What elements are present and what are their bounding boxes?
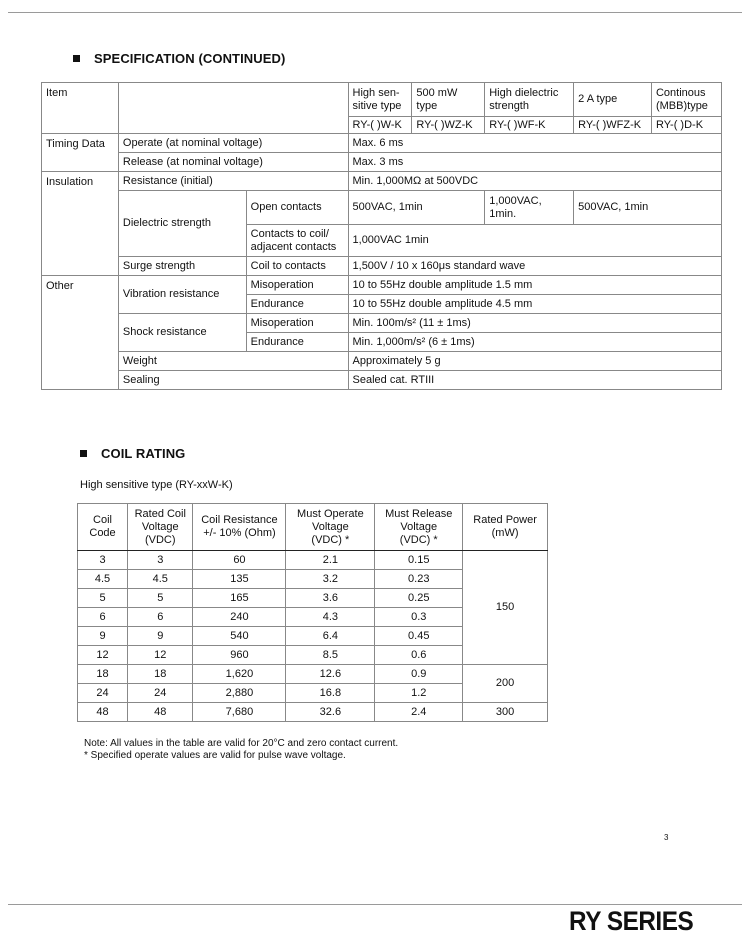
- row-value: 500VAC, 1min: [574, 191, 722, 225]
- row-label: Weight: [118, 352, 348, 371]
- row-sublabel: Open contacts: [246, 191, 348, 225]
- row-sublabel: Misoperation: [246, 276, 348, 295]
- header-row: [42, 83, 722, 117]
- row-label: Surge strength: [118, 257, 246, 276]
- type-header: Continous (MBB)type: [651, 83, 721, 117]
- type-header: 500 mW type: [412, 83, 485, 117]
- table-row: [42, 172, 722, 191]
- cell: 6: [128, 608, 193, 627]
- cell: 16.8: [286, 684, 375, 703]
- bottom-rule: [8, 904, 742, 905]
- group-label: Insulation: [42, 172, 119, 276]
- cell: 1.2: [375, 684, 463, 703]
- row-sublabel: Coil to contacts: [246, 257, 348, 276]
- cell: 3: [78, 551, 128, 570]
- cell: 0.25: [375, 589, 463, 608]
- cell: 18: [128, 665, 193, 684]
- square-bullet-icon: [73, 55, 80, 62]
- coil-subtitle: High sensitive type (RY-xxW-K): [80, 479, 233, 491]
- column-header: Rated Power (mW): [463, 504, 548, 551]
- cell: 5: [78, 589, 128, 608]
- cell: 135: [193, 570, 286, 589]
- table-row: [42, 314, 722, 333]
- table-row: [78, 665, 548, 684]
- cell: 48: [78, 703, 128, 722]
- type-header: 2 A type: [574, 83, 652, 117]
- cell: 3: [128, 551, 193, 570]
- table-row: [78, 551, 548, 570]
- coil-rating-table: [77, 503, 548, 722]
- row-sublabel: Misoperation: [246, 314, 348, 333]
- table-row: [42, 371, 722, 390]
- rated-power-cell: 200: [463, 665, 548, 703]
- note-line: Note: All values in the table are valid for 20°C and zero contact current.: [84, 738, 399, 749]
- cell: 3.6: [286, 589, 375, 608]
- cell: 0.23: [375, 570, 463, 589]
- cell: 18: [78, 665, 128, 684]
- row-label: Vibration resistance: [118, 276, 246, 314]
- table-row: [42, 257, 722, 276]
- row-label: Dielectric strength: [118, 191, 246, 257]
- row-label: Release (at nominal voltage): [118, 153, 348, 172]
- cell: 0.45: [375, 627, 463, 646]
- group-label: Timing Data: [42, 134, 119, 172]
- cell: 2,880: [193, 684, 286, 703]
- page-number: 3: [664, 833, 669, 842]
- cell: 12.6: [286, 665, 375, 684]
- header-row: [78, 504, 548, 551]
- cell: 5: [128, 589, 193, 608]
- cell: 7,680: [193, 703, 286, 722]
- row-value: Max. 6 ms: [348, 134, 721, 153]
- column-header: Coil Code: [78, 504, 128, 551]
- row-value: 10 to 55Hz double amplitude 4.5 mm: [348, 295, 721, 314]
- row-value: 500VAC, 1min: [348, 191, 485, 225]
- column-header: Must Operate Voltage (VDC) *: [286, 504, 375, 551]
- row-value: 1,000VAC, 1min.: [485, 191, 574, 225]
- cell: 9: [78, 627, 128, 646]
- rated-power-cell: 150: [463, 551, 548, 665]
- cell: 165: [193, 589, 286, 608]
- cell: 4.5: [128, 570, 193, 589]
- cell: 48: [128, 703, 193, 722]
- cell: 3.2: [286, 570, 375, 589]
- cell: 540: [193, 627, 286, 646]
- cell: 6.4: [286, 627, 375, 646]
- table-row: [78, 703, 548, 722]
- cell: 2.4: [375, 703, 463, 722]
- cell: 0.3: [375, 608, 463, 627]
- cell: 960: [193, 646, 286, 665]
- row-value: 10 to 55Hz double amplitude 1.5 mm: [348, 276, 721, 295]
- table-row: [42, 352, 722, 371]
- model-code: RY-( )WZ-K: [412, 117, 485, 134]
- model-code: RY-( )W-K: [348, 117, 412, 134]
- cell: 0.6: [375, 646, 463, 665]
- type-header: High dielectric strength: [485, 83, 574, 117]
- cell: 12: [128, 646, 193, 665]
- row-label: Resistance (initial): [118, 172, 348, 191]
- row-value: 1,000VAC 1min: [348, 225, 721, 257]
- rated-power-cell: 300: [463, 703, 548, 722]
- table-row: [42, 153, 722, 172]
- row-label: Sealing: [118, 371, 348, 390]
- row-value: Approximately 5 g: [348, 352, 721, 371]
- column-header: Rated Coil Voltage (VDC): [128, 504, 193, 551]
- specification-table: [41, 82, 722, 390]
- top-rule: [8, 12, 742, 13]
- cell: 60: [193, 551, 286, 570]
- row-value: Min. 1,000MΩ at 500VDC: [348, 172, 721, 191]
- cell: 24: [78, 684, 128, 703]
- square-bullet-icon: [80, 450, 87, 457]
- cell: 6: [78, 608, 128, 627]
- row-value: Sealed cat. RTIII: [348, 371, 721, 390]
- model-code: RY-( )D-K: [651, 117, 721, 134]
- cell: 1,620: [193, 665, 286, 684]
- cell: 9: [128, 627, 193, 646]
- cell: 0.9: [375, 665, 463, 684]
- table-row: [42, 134, 722, 153]
- row-sublabel: Contacts to coil/ adjacent contacts: [246, 225, 348, 257]
- row-value: Min. 1,000m/s² (6 ± 1ms): [348, 333, 721, 352]
- cell: 240: [193, 608, 286, 627]
- row-sublabel: Endurance: [246, 333, 348, 352]
- cell: 8.5: [286, 646, 375, 665]
- cell: 4.3: [286, 608, 375, 627]
- column-header: Must Release Voltage (VDC) *: [375, 504, 463, 551]
- cell: 2.1: [286, 551, 375, 570]
- spec-section-title: SPECIFICATION (CONTINUED): [73, 51, 285, 66]
- cell: 12: [78, 646, 128, 665]
- model-code: RY-( )WFZ-K: [574, 117, 652, 134]
- type-header: High sen- sitive type: [348, 83, 412, 117]
- note-line: * Specified operate values are valid for pulse wave voltage.: [84, 750, 346, 761]
- row-sublabel: Endurance: [246, 295, 348, 314]
- group-label: Other: [42, 276, 119, 390]
- model-code: RY-( )WF-K: [485, 117, 574, 134]
- cell: 0.15: [375, 551, 463, 570]
- row-label: Shock resistance: [118, 314, 246, 352]
- item-header: Item: [42, 83, 119, 134]
- row-value: 1,500V / 10 x 160μs standard wave: [348, 257, 721, 276]
- cell: 4.5: [78, 570, 128, 589]
- row-label: Operate (at nominal voltage): [118, 134, 348, 153]
- cell: 24: [128, 684, 193, 703]
- footer-series-title: RY SERIES: [569, 906, 694, 936]
- row-value: Min. 100m/s² (11 ± 1ms): [348, 314, 721, 333]
- row-value: Max. 3 ms: [348, 153, 721, 172]
- column-header: Coil Resistance +/- 10% (Ohm): [193, 504, 286, 551]
- table-row: [42, 191, 722, 225]
- cell: 32.6: [286, 703, 375, 722]
- coil-section-title: COIL RATING: [80, 446, 185, 461]
- table-row: [42, 276, 722, 295]
